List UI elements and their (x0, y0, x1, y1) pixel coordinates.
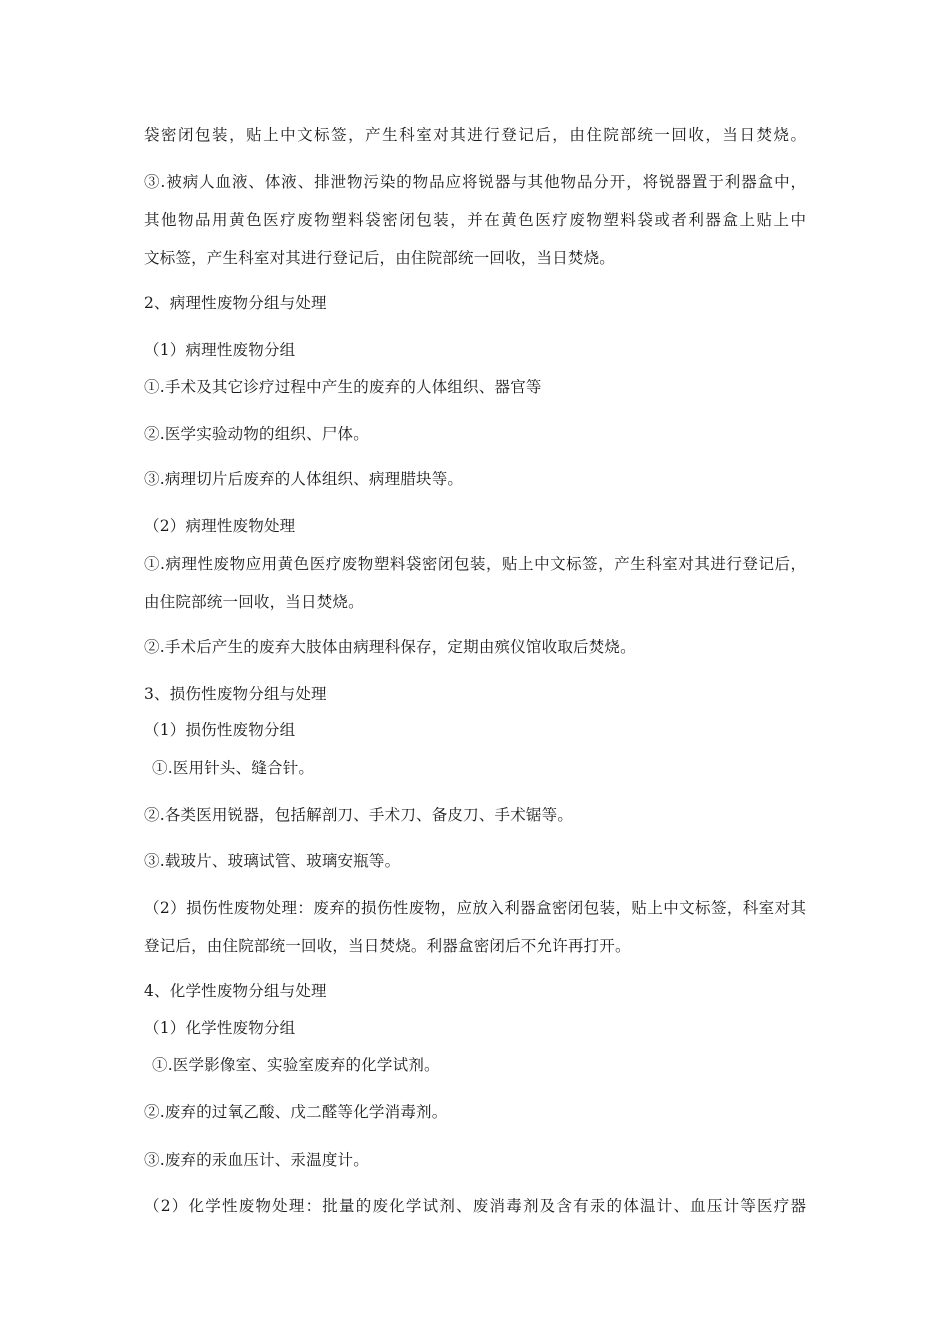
subsection-heading-3-1: （1）损伤性废物分组 (144, 721, 296, 739)
list-item-3-1-3: ③.载玻片、玻璃试管、玻璃安瓶等。 (144, 852, 401, 870)
section-heading-3: 3、损伤性废物分组与处理 (144, 685, 327, 703)
section-heading-4: 4、化学性废物分组与处理 (144, 982, 327, 1000)
list-item-4-1-3: ③.废弃的汞血压计、汞温度计。 (144, 1151, 369, 1169)
list-item-4-1-1: ①.医学影像室、实验室废弃的化学试剂。 (152, 1056, 440, 1074)
section-heading-2: 2、病理性废物分组与处理 (144, 294, 327, 312)
subsection-heading-4-2: （2）化学性废物处理：批量的废化学试剂、废消毒剂及含有汞的体温计、血压计等医疗器 (144, 1197, 806, 1215)
list-item-2-2-2: ②.手术后产生的废弃大肢体由病理科保存，定期由殡仪馆收取后焚烧。 (144, 638, 636, 656)
list-item-2-1-1: ①.手术及其它诊疗过程中产生的废弃的人体组织、器官等 (144, 378, 542, 396)
list-item-2-2-1-cont: 由住院部统一回收，当日焚烧。 (144, 593, 364, 611)
list-item-4-1-2: ②.废弃的过氧乙酸、戊二醛等化学消毒剂。 (144, 1103, 448, 1121)
list-item-2-1-3: ③.病理切片后废弃的人体组织、病理腊块等。 (144, 470, 464, 488)
list-item-3-1-2: ②.各类医用锐器，包括解剖刀、手术刀、备皮刀、手术锯等。 (144, 806, 574, 824)
paragraph-line-4: 文标签，产生科室对其进行登记后，由住院部统一回收，当日焚烧。 (144, 249, 616, 267)
subsection-3-2-cont: 登记后，由住院部统一回收，当日焚烧。利器盒密闭后不允许再打开。 (144, 937, 631, 955)
list-item-2-1-2: ②.医学实验动物的组织、尸体。 (144, 425, 369, 443)
list-item-2-2-1: ①.病理性废物应用黄色医疗废物塑料袋密闭包装，贴上中文标签，产生科室对其进行登记后， (144, 555, 806, 573)
paragraph-line-1: 袋密闭包装，贴上中文标签，产生科室对其进行登记后，由住院部统一回收，当日焚烧。 (144, 126, 806, 144)
subsection-heading-4-1: （1）化学性废物分组 (144, 1019, 296, 1037)
paragraph-line-3: 其他物品用黄色医疗废物塑料袋密闭包装，并在黄色医疗废物塑料袋或者利器盒上贴上中 (144, 211, 806, 229)
subsection-heading-2-2: （2）病理性废物处理 (144, 517, 296, 535)
subsection-heading-3-2: （2）损伤性废物处理：废弃的损伤性废物，应放入利器盒密闭包装，贴上中文标签，科室对其 (144, 899, 806, 917)
subsection-heading-2-1: （1）病理性废物分组 (144, 341, 296, 359)
paragraph-line-2: ③.被病人血液、体液、排泄物污染的物品应将锐器与其他物品分开，将锐器置于利器盒中， (144, 173, 806, 191)
list-item-3-1-1: ①.医用针头、缝合针。 (152, 759, 315, 777)
